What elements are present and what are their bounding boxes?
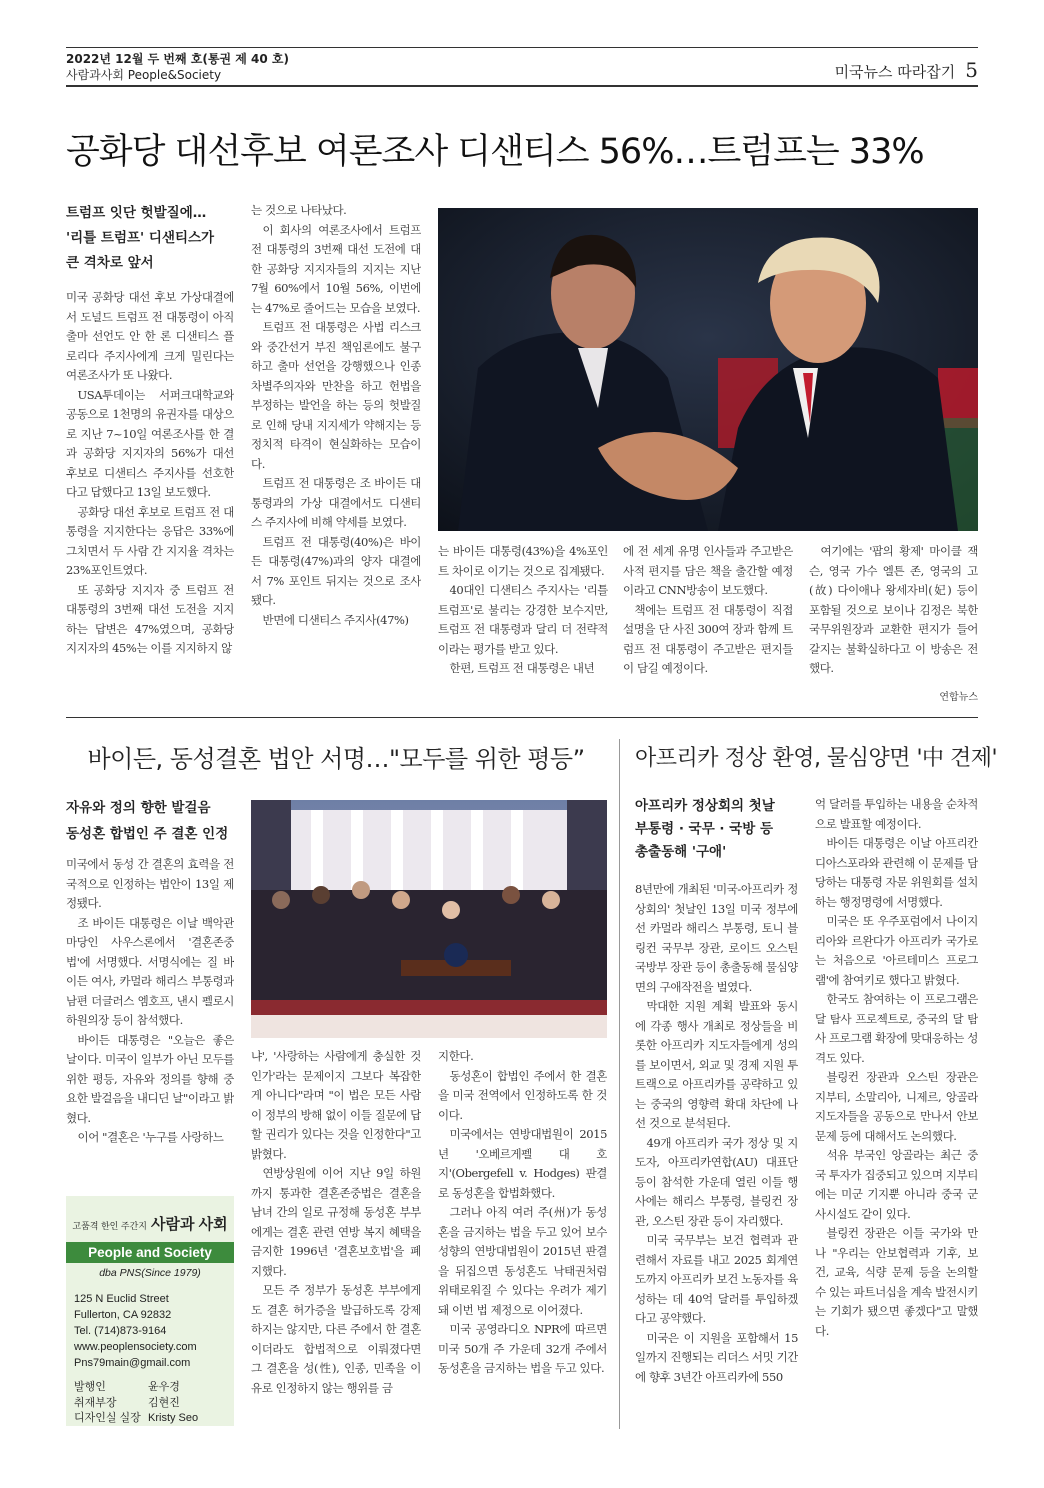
paragraph: 40대인 디샌티스 주지사는 '리틀 트럼프'로 불리는 강경한 보수지만, 트럼프 전 대통령과 달리 더 전략적이라는 평가를 받고 있다.: [438, 583, 608, 656]
lead-col-1: [66, 288, 234, 718]
photo-desantis-trump: [438, 208, 978, 531]
paragraph: 석유 부국인 앙골라는 최근 중국 투자가 집중되고 있으며 지부티에는 미군 기지뿐 아니라 중국 군사시설도 같이 있다.: [815, 1148, 978, 1221]
paragraph: 미국 공화당 대선 후보 가상대결에서 도널드 트럼프 전 대통령이 아직 출마 선언도 안 한 론 디샌티스 플로리다 주지사에게 크게 밀린다는 여론조사가 또 나왔다.: [66, 290, 234, 382]
publisher-name: 사람과 사회: [150, 1216, 228, 1233]
story3-subhead: [635, 795, 795, 864]
staff-row: [74, 1380, 234, 1396]
staff-name: 김현진: [148, 1396, 180, 1409]
desantis-trump-photo-icon: [438, 208, 978, 531]
publisher-address: [66, 1279, 234, 1371]
paragraph: 한국도 참여하는 이 프로그램은 달 탐사 프로젝트로, 중국의 달 탐사 프로그램 확장에 맞대응하는 성격도 있다.: [815, 992, 978, 1065]
masthead-right: [835, 58, 978, 82]
paragraph: 트럼프 전 대통령(40%)은 바이든 대통령(47%)과의 양자 대결에서 7% 포인트 뒤지는 것으로 조사됐다.: [251, 534, 421, 607]
story2-subhead-line: 동성혼 합법인 주 결혼 인정: [66, 826, 229, 842]
story2-headline: 바이든, 동성결혼 법안 서명…"모두를 위한 평등”: [87, 745, 585, 773]
paragraph: 는 바이든 대통령(43%)을 4%포인트 차이로 이기는 것으로 집계됐다.: [438, 544, 608, 578]
phone: Tel. (714)873-9164: [74, 1325, 167, 1337]
paragraph: 는 것으로 나타났다.: [251, 203, 347, 217]
lead-col-4: [623, 542, 793, 716]
lead-subhead-line: 큰 격차로 앞서: [66, 255, 154, 271]
publisher-tagline: 고품격 한인 주간지: [72, 1221, 147, 1231]
story2-subhead: [66, 795, 236, 847]
website-link[interactable]: www.peoplensociety.com: [74, 1341, 197, 1353]
staff-row: [74, 1396, 234, 1412]
staff-role: 취재부장: [74, 1396, 117, 1409]
story3-col-1: [635, 880, 798, 1431]
paragraph: 트럼프 전 대통령은 조 바이든 대통령과의 가상 대결에서도 디샌티스 주지사에 비해 약세를 보였다.: [251, 476, 421, 529]
lead-col-3: [438, 542, 608, 716]
publisher-box: [66, 1196, 234, 1426]
lead-credit: 연합뉴스: [939, 692, 978, 703]
paragraph: 여기에는 '팝의 황제' 마이클 잭슨, 영국 가수 엘튼 존, 영국의 고(故) 다이애나 왕세자비(妃) 등이 포함될 것으로 보이나 김정은 북한 국무위원장과 교환한 편지가 들어갈지는 불확실하다고 이 방송은 전했다.: [809, 544, 978, 675]
lead-col-2: [251, 201, 421, 716]
paragraph: 냐', '사랑하는 사람에게 충실한 것인가'라는 문제이지 그보다 복잡한 게 아니다"라며 "이 법은 모든 사람이 정부의 방해 없이 이들 질문에 답할 권리가 있다는 것을 인정한다"고 밝혔다.: [251, 1049, 421, 1161]
issue-info: 2022년 12월 두 번째 호(통권 제 40 호): [66, 52, 289, 66]
address-line: 125 N Euclid Street: [74, 1293, 169, 1305]
staff-role: 디자인실 실장: [74, 1412, 141, 1424]
lead-headline: 공화당 대선후보 여론조사 디샌티스 56%…트럼프는 33%: [66, 132, 924, 172]
paragraph: 이 회사의 여론조사에서 트럼프 전 대통령의 3번째 대선 도전에 대한 공화당 지지자들의 지지는 지난 7월 60%에서 10월 56%, 이번에는 47%로 줄어드는 모습을 보였다.: [251, 222, 421, 315]
paragraph: 공화당 대선 후보로 트럼프 전 대통령을 지지한다는 응답은 33%에 그치면서 두 사람 간 지지율 격차는 23%포인트였다.: [66, 504, 234, 577]
paragraph: 미국 공영라디오 NPR에 따르면 미국 50개 주 가운데 32개 주에서 동성혼을 금지하는 법을 두고 있다.: [438, 1322, 607, 1375]
paragraph: 한편, 트럼프 전 대통령은 내년: [449, 661, 595, 675]
paragraph: 미국에서는 연방대법원이 2015년 '오베르게펠 대 호지'(Obergefell v. Hodges) 판결로 동성혼을 합법화했다.: [438, 1127, 607, 1200]
staff-name: 윤우경: [148, 1381, 180, 1393]
lead-subhead: [66, 201, 236, 276]
publisher-english-name: People and Society: [66, 1242, 234, 1263]
paragraph: 모든 주 정부가 동성혼 부부에게도 결혼 허가증을 발급하도록 강제하지는 않지만, 다른 주에서 한 결혼이더라도 합법적으로 이뤄졌다면 그 결혼을 성(性), 인종, 민족을 이유로 인정하지 않는 행위를 금: [251, 1283, 421, 1395]
paragraph: 에 전 세계 유명 인사들과 주고받은 사적 편지를 담은 책을 출간할 예정이라고 CNN방송이 보도했다.: [623, 544, 793, 597]
paragraph: 미국은 또 우주포럼에서 나이지리아와 르완다가 아프리카 국가로는 처음으로 '아르테미스 프로그램'에 참여키로 했다고 밝혔다.: [815, 914, 978, 987]
masthead-left: [66, 51, 289, 83]
paragraph: 책에는 트럼프 전 대통령이 직접 설명을 단 사진 300여 장과 함께 트럼프 전 대통령이 주고받은 편지들이 담길 예정이다.: [623, 602, 793, 675]
paragraph: 반면에 디샌티스 주지사(47%): [262, 612, 409, 627]
paragraph: 지한다.: [438, 1049, 474, 1063]
paragraph: 블링컨 장관과 오스틴 장관은 지부티, 소말리아, 니제르, 앙골라 지도자들을 공동으로 만나서 안보 문제 등에 대해서도 논의했다.: [815, 1070, 978, 1143]
paragraph: 미국에서 동성 간 결혼의 효력을 전국적으로 인정하는 법안이 13일 제정됐다.: [66, 857, 234, 910]
paper-name: 사람과사회 People&Society: [66, 68, 222, 82]
paragraph: 그러나 아직 여러 주(州)가 동성혼을 금지하는 법을 두고 있어 보수 성향의 연방대법원이 2015년 판결을 뒤집으면 동성혼도 낙태권처럼 위태로워질 수 있다는 우려가 제기돼 이번 법 제정으로 이어졌다.: [438, 1205, 607, 1317]
paragraph: 억 달러를 투입하는 내용을 순차적으로 발표할 예정이다.: [815, 797, 978, 831]
paragraph: 미국 국무부는 보건 협력과 관련해서 자료를 내고 2025 회계연도까지 아프리카 보건 노동자를 육성하는 데 40억 달러를 투입하겠다고 공약했다.: [635, 1233, 798, 1325]
biden-signing-photo-icon: [251, 800, 607, 1038]
story2-col-1: [66, 855, 234, 1177]
paragraph: 블링컨 장관은 이들 국가와 만나 "우리는 안보협력과 기후, 보건, 교육, 식량 문제 등을 논의할 수 있는 파트너십을 계속 발전시키는 기회가 됐으면 좋겠다"고 말했다.: [815, 1226, 978, 1338]
story3-headline: 아프리카 정상 환영, 물심양면 '中 견제': [635, 746, 998, 771]
paragraph: 조 바이든 대통령은 이날 백악관 마당인 사우스론에서 '결혼존중법'에 서명했다. 서명식에는 질 바이든 여사, 카멀라 해리스 부통령과 남편 더글러스 엠호프, 낸시 펠로시 하원의장 등이 참석했다.: [66, 915, 234, 1027]
paragraph: 이어 "결혼은 '누구를 사랑하느: [77, 1130, 224, 1144]
paragraph: 49개 아프리카 국가 정상 및 지도자, 아프리카연합(AU) 대표단 등이 참석한 가운데 열린 이들 행사에는 해리스 부통령, 블링컨 장관, 오스틴 장관 등이 자리했다.: [635, 1135, 798, 1228]
staff-role: 발행인: [74, 1381, 106, 1393]
publisher-dba: dba PNS(Since 1979): [99, 1267, 201, 1279]
paragraph: 연방상원에 이어 지난 9일 하원까지 통과한 결혼존중법은 결혼을 남녀 간의 일로 규정해 동성혼 부부에게는 결혼 관련 연방 복지 혜택을 금지한 1996년 '결혼보호법'을 폐지했다.: [251, 1166, 421, 1278]
story3-subhead-line: 총출동해 '구애': [635, 844, 727, 860]
publisher-staff: [66, 1371, 234, 1427]
story2-col-2: [251, 1047, 421, 1431]
story3-subhead-line: 아프리카 정상회의 첫날: [635, 798, 775, 814]
section-name: 미국뉴스 따라잡기: [834, 63, 956, 81]
staff-row: [74, 1411, 234, 1427]
paragraph: 미국은 이 지원을 포함해서 15일까지 진행되는 리더스 서밋 기간에 향후 3년간 아프리카에 550: [635, 1330, 798, 1384]
staff-name: Kristy Seo: [148, 1412, 199, 1424]
story2-subhead-line: 자유와 정의 향한 발걸음: [66, 800, 211, 816]
paragraph: 트럼프 전 대통령은 사법 리스크와 중간선거 부진 책임론에도 불구하고 출마 선언을 강행했으나 인종 차별주의자와 만찬을 하고 헌법을 부정하는 발언을 하는 등의 헛발질로 인해 당내 지지세가 약해지는 등 정치적 타격이 현실화하는 모습이다.: [251, 320, 421, 471]
page-number: 5: [965, 58, 978, 82]
story3-subhead-line: 부통령 · 국무 · 국방 등: [635, 821, 774, 837]
lead-subhead-line: '리틀 트럼프' 디샌티스가: [66, 230, 215, 246]
paragraph: 바이든 대통령은 "오늘은 좋은 날이다. 미국이 일부가 아닌 모두를 위한 평등, 자유와 정의를 향해 중요한 발걸음을 내디딘 날"이라고 밝혔다.: [66, 1032, 234, 1125]
paragraph: 막대한 지원 계획 발표와 동시에 각종 행사 개최로 정상들을 비롯한 아프리카 지도자들에게 성의를 보이면서, 외교 및 경제 지원 투트랙으로 아프리카를 공략하고 있는 중국의 영향력 확대 차단에 나선 것으로 분석된다.: [635, 999, 798, 1130]
story2-col-3: [438, 1047, 607, 1431]
email-link[interactable]: Pns79main@gmail.com: [74, 1357, 191, 1369]
paragraph: 바이든 대통령은 이날 아프리칸 디아스포라와 관련해 이 문제를 담당하는 대통령 자문 위원회를 설치하는 행정명령에 서명했다.: [815, 836, 978, 909]
paragraph: 동성혼이 합법인 주에서 한 결혼을 미국 전역에서 인정하도록 한 것이다.: [438, 1068, 607, 1122]
lead-subhead-line: 트럼프 잇단 헛발질에…: [66, 205, 207, 221]
address-line: Fullerton, CA 92832: [74, 1309, 172, 1321]
paragraph: USA투데이는 서퍼크대학교와 공동으로 1천명의 유권자를 대상으로 지난 7~10일 여론조사를 한 결과 공화당 지지자의 56%가 대선 후보로 디샌티스 주지사를 선호한다고 답했다고 13일 보도했다.: [66, 387, 234, 499]
publisher-title: [66, 1196, 234, 1234]
lead-col-5: [809, 542, 978, 692]
story3-col-2: [815, 795, 978, 1431]
paragraph: 8년만에 개최된 '미국-아프리카 정상회의' 첫날인 13일 미국 정부에선 카멀라 해리스 부통령, 토니 블링컨 국무부 장관, 로이드 오스틴 국방부 장관 등이 총출동해 물심양면의 구애작전을 벌였다.: [635, 882, 798, 994]
photo-biden-signing: [251, 800, 607, 1038]
paragraph: 또 공화당 지지자 중 트럼프 전 대통령의 3번째 대선 도전을 지지하는 답변은 47%였으며, 공화당 지지자의 45%는 이를 지지하지 않: [66, 582, 234, 655]
